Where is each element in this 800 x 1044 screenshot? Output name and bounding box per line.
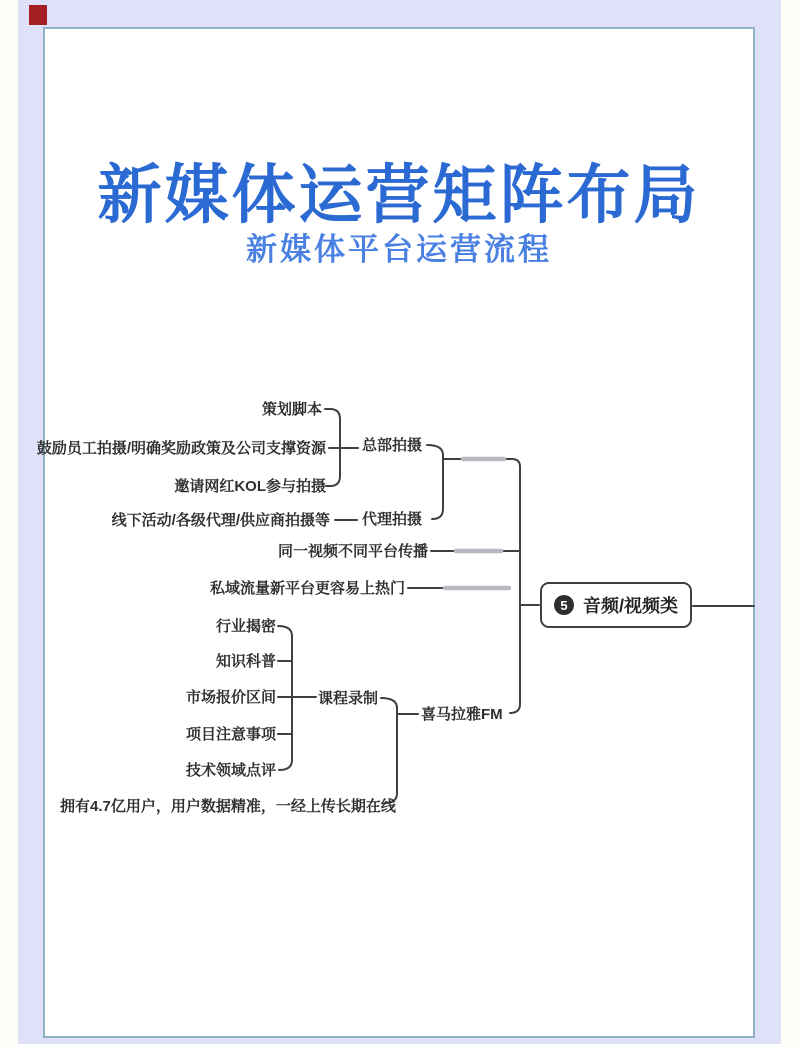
- node-agent-shooting: 代理拍摄: [362, 511, 423, 528]
- node-course-recording: 课程录制: [318, 690, 379, 707]
- category-node-audio-video: [540, 582, 692, 628]
- node-offline-activities: 线下活动/各级代理/供应商拍摄等: [111, 512, 330, 529]
- node-project-notes: 项目注意事项: [185, 726, 276, 743]
- category-node-label: 音频/视频类: [582, 596, 678, 616]
- node-hq-shooting: 总部拍摄: [362, 437, 423, 454]
- node-same-video-multi-platform: 同一视频不同平台传播: [277, 543, 428, 560]
- node-invite-kol: 邀请网红KOL参与拍摄: [174, 478, 326, 495]
- node-ximalaya-fm: 喜马拉雅FM: [421, 706, 503, 723]
- node-industry-secrets: 行业揭密: [215, 618, 276, 635]
- node-private-traffic: 私域流量新平台更容易上热门: [209, 580, 405, 597]
- category-number-badge: 5: [554, 595, 574, 615]
- node-user-base-note: 拥有4.7亿用户，用户数据精准，一经上传长期在线: [60, 798, 396, 815]
- node-market-price-range: 市场报价区间: [185, 689, 276, 706]
- poster-subtitle: 新媒体平台运营流程: [246, 232, 552, 267]
- node-plan-script: 策划脚本: [261, 401, 322, 418]
- node-tech-review: 技术领域点评: [185, 762, 276, 779]
- poster-title: 新媒体运营矩阵布局: [97, 159, 701, 231]
- node-encourage-staff: 鼓励员工拍摄/明确奖励政策及公司支撑资源: [36, 440, 326, 457]
- node-knowledge-science: 知识科普: [215, 653, 276, 670]
